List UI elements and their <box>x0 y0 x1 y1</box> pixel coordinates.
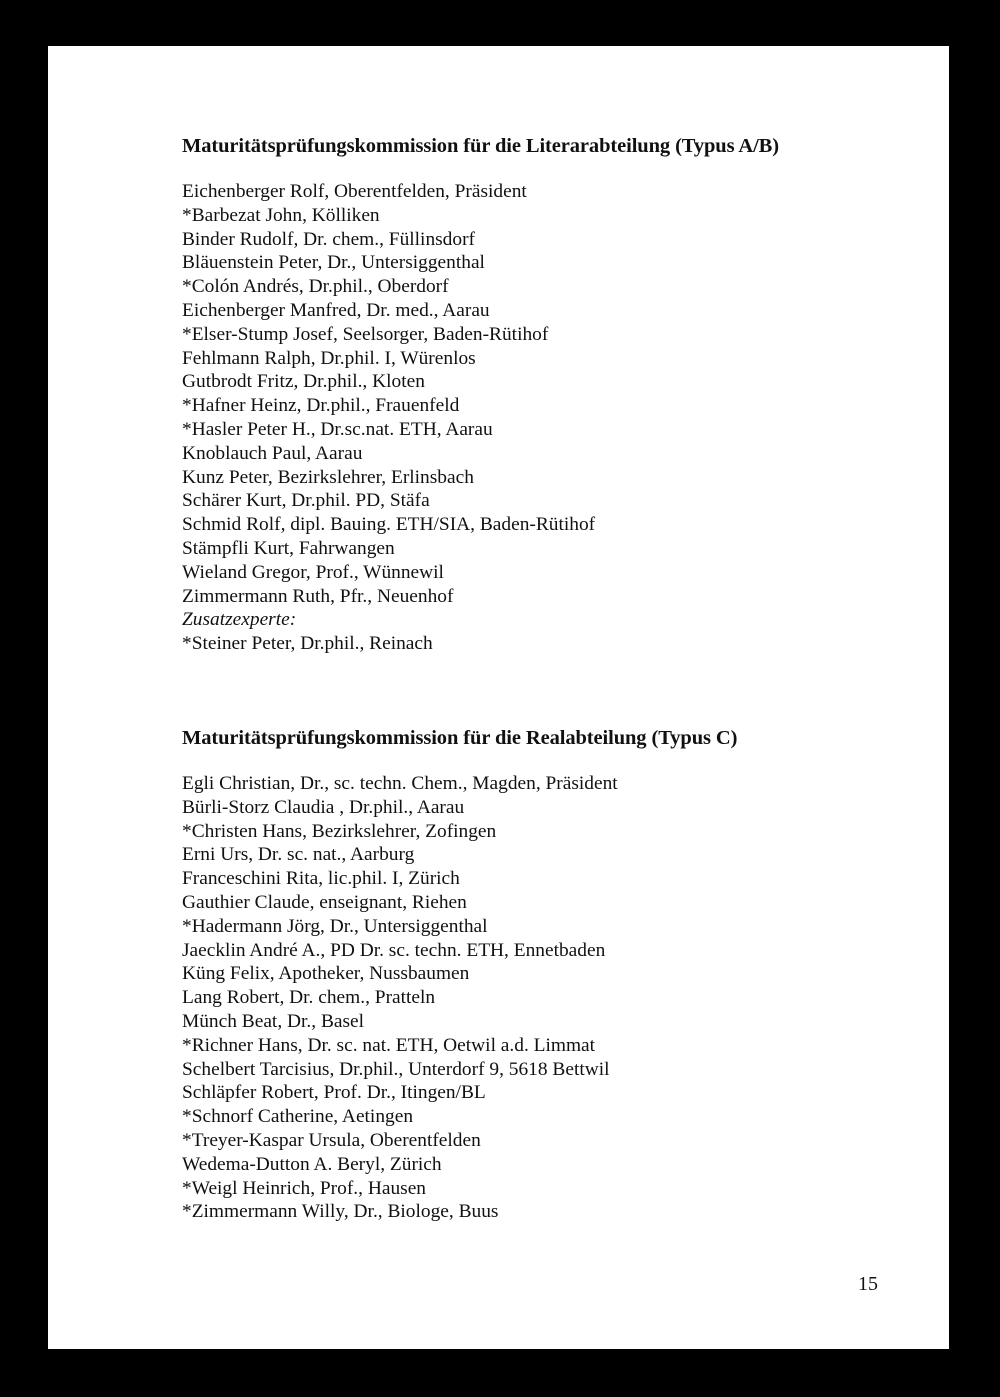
list-item: Gutbrodt Fritz, Dr.phil., Kloten <box>182 371 425 393</box>
member-list <box>182 772 882 1224</box>
list-item: *Hafner Heinz, Dr.phil., Frauenfeld <box>182 395 460 417</box>
list-item: Küng Felix, Apotheker, Nussbaumen <box>182 963 470 985</box>
list-item: Wieland Gregor, Prof., Wünnewil <box>182 561 444 583</box>
section-realabteilung <box>182 726 882 1224</box>
list-item: *Hasler Peter H., Dr.sc.nat. ETH, Aarau <box>182 418 493 440</box>
list-item: Egli Christian, Dr., sc. techn. Chem., Magden, Präsident <box>182 773 618 794</box>
list-item: Binder Rudolf, Dr. chem., Füllinsdorf <box>182 228 475 250</box>
list-item: Schärer Kurt, Dr.phil. PD, Stäfa <box>182 490 430 512</box>
list-item: Zimmermann Ruth, Pfr., Neuenhof <box>182 585 454 607</box>
list-item: Lang Robert, Dr. chem., Pratteln <box>182 987 436 1009</box>
list-item: Franceschini Rita, lic.phil. I, Zürich <box>182 868 460 890</box>
list-item: *Schnorf Catherine, Aetingen <box>182 1106 414 1128</box>
list-item: *Barbezat John, Kölliken <box>182 204 380 226</box>
list-item: *Richner Hans, Dr. sc. nat. ETH, Oetwil a.d. Limmat <box>182 1034 596 1056</box>
list-item: Stämpfli Kurt, Fahrwangen <box>182 537 395 559</box>
list-item: *Colón Andrés, Dr.phil., Oberdorf <box>182 276 449 298</box>
list-item: Erni Urs, Dr. sc. nat., Aarburg <box>182 844 415 866</box>
member-list <box>182 180 882 656</box>
section-literarabteilung <box>182 134 882 656</box>
document-page <box>48 46 949 1349</box>
list-item: Kunz Peter, Bezirkslehrer, Erlinsbach <box>182 466 474 488</box>
list-item: Schmid Rolf, dipl. Bauing. ETH/SIA, Baden-Rütihof <box>182 514 596 536</box>
section-heading: Maturitätsprüfungskommission für die Realabteilung (Typus C) <box>182 727 738 749</box>
list-item: Fehlmann Ralph, Dr.phil. I, Würenlos <box>182 347 476 369</box>
list-item: *Steiner Peter, Dr.phil., Reinach <box>182 633 433 655</box>
list-item: *Zimmermann Willy, Dr., Biologe, Buus <box>182 1201 499 1223</box>
list-item: *Treyer-Kaspar Ursula, Oberentfelden <box>182 1129 481 1151</box>
list-item: Knoblauch Paul, Aarau <box>182 442 363 464</box>
list-item: Eichenberger Rolf, Oberentfelden, Präsident <box>182 181 527 202</box>
list-item: Jaecklin André A., PD Dr. sc. techn. ETH, Ennetbaden <box>182 939 606 961</box>
list-item: *Elser-Stump Josef, Seelsorger, Baden-Rütihof <box>182 323 549 345</box>
list-item: Schelbert Tarcisius, Dr.phil., Unterdorf 9, 5618 Bettwil <box>182 1058 610 1080</box>
list-item: Schläpfer Robert, Prof. Dr., Itingen/BL <box>182 1082 486 1104</box>
list-item: *Hadermann Jörg, Dr., Untersiggenthal <box>182 915 488 937</box>
list-item: Münch Beat, Dr., Basel <box>182 1010 365 1032</box>
list-item: Wedema-Dutton A. Beryl, Zürich <box>182 1153 442 1175</box>
list-item: Bürli-Storz Claudia , Dr.phil., Aarau <box>182 796 465 818</box>
list-item: Eichenberger Manfred, Dr. med., Aarau <box>182 299 490 321</box>
list-item: *Weigl Heinrich, Prof., Hausen <box>182 1177 426 1199</box>
list-item: Bläuenstein Peter, Dr., Untersiggenthal <box>182 252 485 274</box>
extra-expert-label: Zusatzexperte: <box>182 609 297 631</box>
page-number: 15 <box>858 1273 878 1295</box>
list-item: *Christen Hans, Bezirkslehrer, Zofingen <box>182 820 497 842</box>
list-item: Gauthier Claude, enseignant, Riehen <box>182 891 467 913</box>
section-heading: Maturitätsprüfungskommission für die Literarabteilung (Typus A/B) <box>182 135 779 157</box>
